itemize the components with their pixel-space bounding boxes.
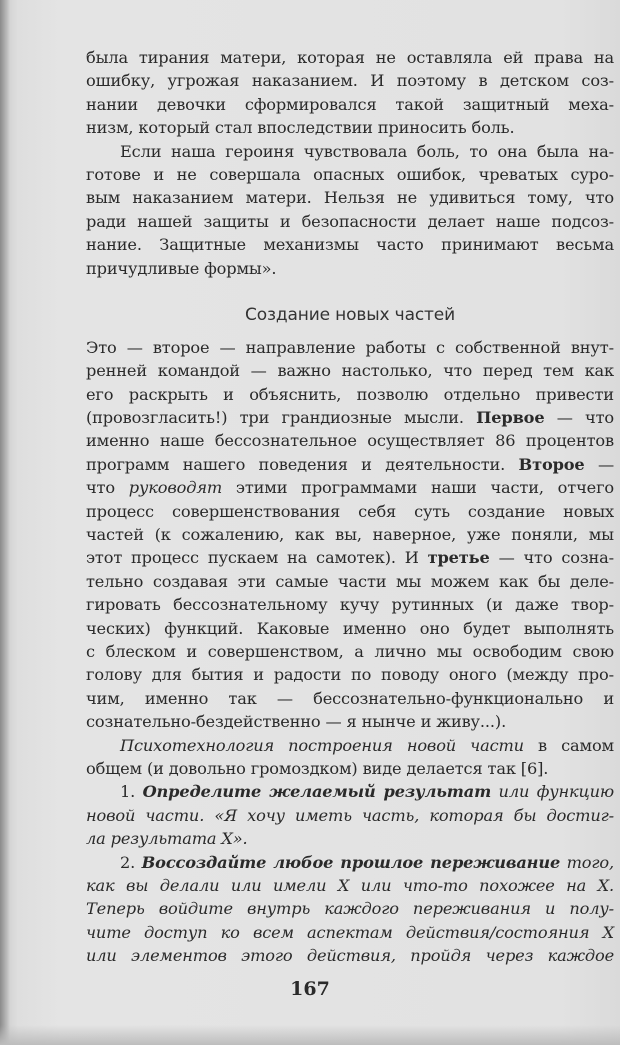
text-line: ради нашей защиты и безопасности делает наше подсоз-: [86, 211, 614, 231]
text-line: чим, именно так — бессознательно-функционально и: [86, 688, 614, 708]
text-line rich: Психотехнология построения новой части в самом: [120, 735, 614, 755]
page-number: 167: [290, 978, 330, 1000]
text-line rich: ла результата Х».: [86, 829, 248, 849]
text-line: голову для бытия и радости по поводу оного (между про-: [86, 665, 614, 685]
text-line rich: или элементов этого действия, пройдя через каждое: [86, 946, 614, 966]
text-line: гировать бессознательному кучу рутинных (и даже твор-: [86, 595, 614, 615]
text-line rich: (провозгласить!) три грандиозные мысли. Первое — что: [86, 408, 614, 428]
text-line rich: этот процесс пускаем на самотек). И третье — что созна-: [86, 548, 614, 568]
text-line: именно наше бессознательное осуществляет 86 процентов: [86, 431, 614, 451]
page-bottom-shadow: [0, 1025, 620, 1045]
text-line: с блеском и совершенством, а лично мы освободим свою: [86, 641, 614, 661]
text-line: нании девочки сформировался такой защитный меха-: [86, 94, 614, 114]
text-line rich: программ нашего поведения и деятельности. Второе —: [86, 454, 614, 474]
text-line: его раскрыть и объяснить, позволю отдельно привести: [86, 384, 614, 404]
text-line: низм, который стал впоследствии приносить боль.: [86, 118, 515, 138]
page-spine-shadow: [0, 0, 10, 1045]
page-text: [86, 46, 614, 967]
text-line: готове и не совершала опасных ошибок, чреватых суро-: [86, 164, 614, 184]
text-line: ошибку, угрожая наказанием. И поэтому в детском соз-: [86, 71, 614, 91]
text-line rich: как вы делали или имели Х или что-то похожее на Х.: [86, 875, 614, 895]
text-line: процесс совершенствования себя суть создание новых: [86, 501, 614, 521]
text-line: Если наша героиня чувствовала боль, то она была на-: [120, 141, 614, 161]
text-line rich: новой части. «Я хочу иметь часть, которая бы достиг-: [86, 805, 614, 825]
text-line: ренней командой — важно настолько, что перед тем как: [86, 361, 614, 381]
text-line rich: чите доступ ко всем аспектам действия/состояния Х: [86, 922, 614, 942]
section-heading: Создание новых частей: [245, 304, 455, 325]
text-line rich: что руководят этими программами наши части, отчего: [86, 478, 614, 498]
text-line rich: 2. Воссоздайте любое прошлое переживание того,: [120, 852, 615, 872]
text-line: была тирания матери, которая не оставляла ей права на: [86, 48, 614, 67]
text-line: нание. Защитные механизмы часто принимают весьма: [86, 235, 614, 255]
text-line: причудливые формы».: [86, 258, 277, 278]
text-line: ческих) функций. Каковые именно оно будет выполнять: [86, 618, 614, 638]
text-line: частей (к сожалению, как вы, наверное, уже поняли, мы: [86, 525, 614, 545]
text-line rich: Теперь войдите внутрь каждого переживания и полу-: [86, 899, 614, 919]
text-line: общем (и довольно громоздком) виде делается так [6].: [86, 758, 549, 778]
text-line rich: 1. Определите желаемый результат или функцию: [120, 782, 615, 802]
text-line: сознательно-бездейственно — я нынче и живу...).: [86, 712, 507, 732]
text-line: тельно создавая эти самые части мы можем как бы деле-: [86, 571, 614, 591]
text-line: вым наказанием матери. Нельзя не удивиться тому, что: [86, 188, 614, 208]
text-line: Это — второе — направление работы с собственной внут-: [86, 337, 614, 357]
